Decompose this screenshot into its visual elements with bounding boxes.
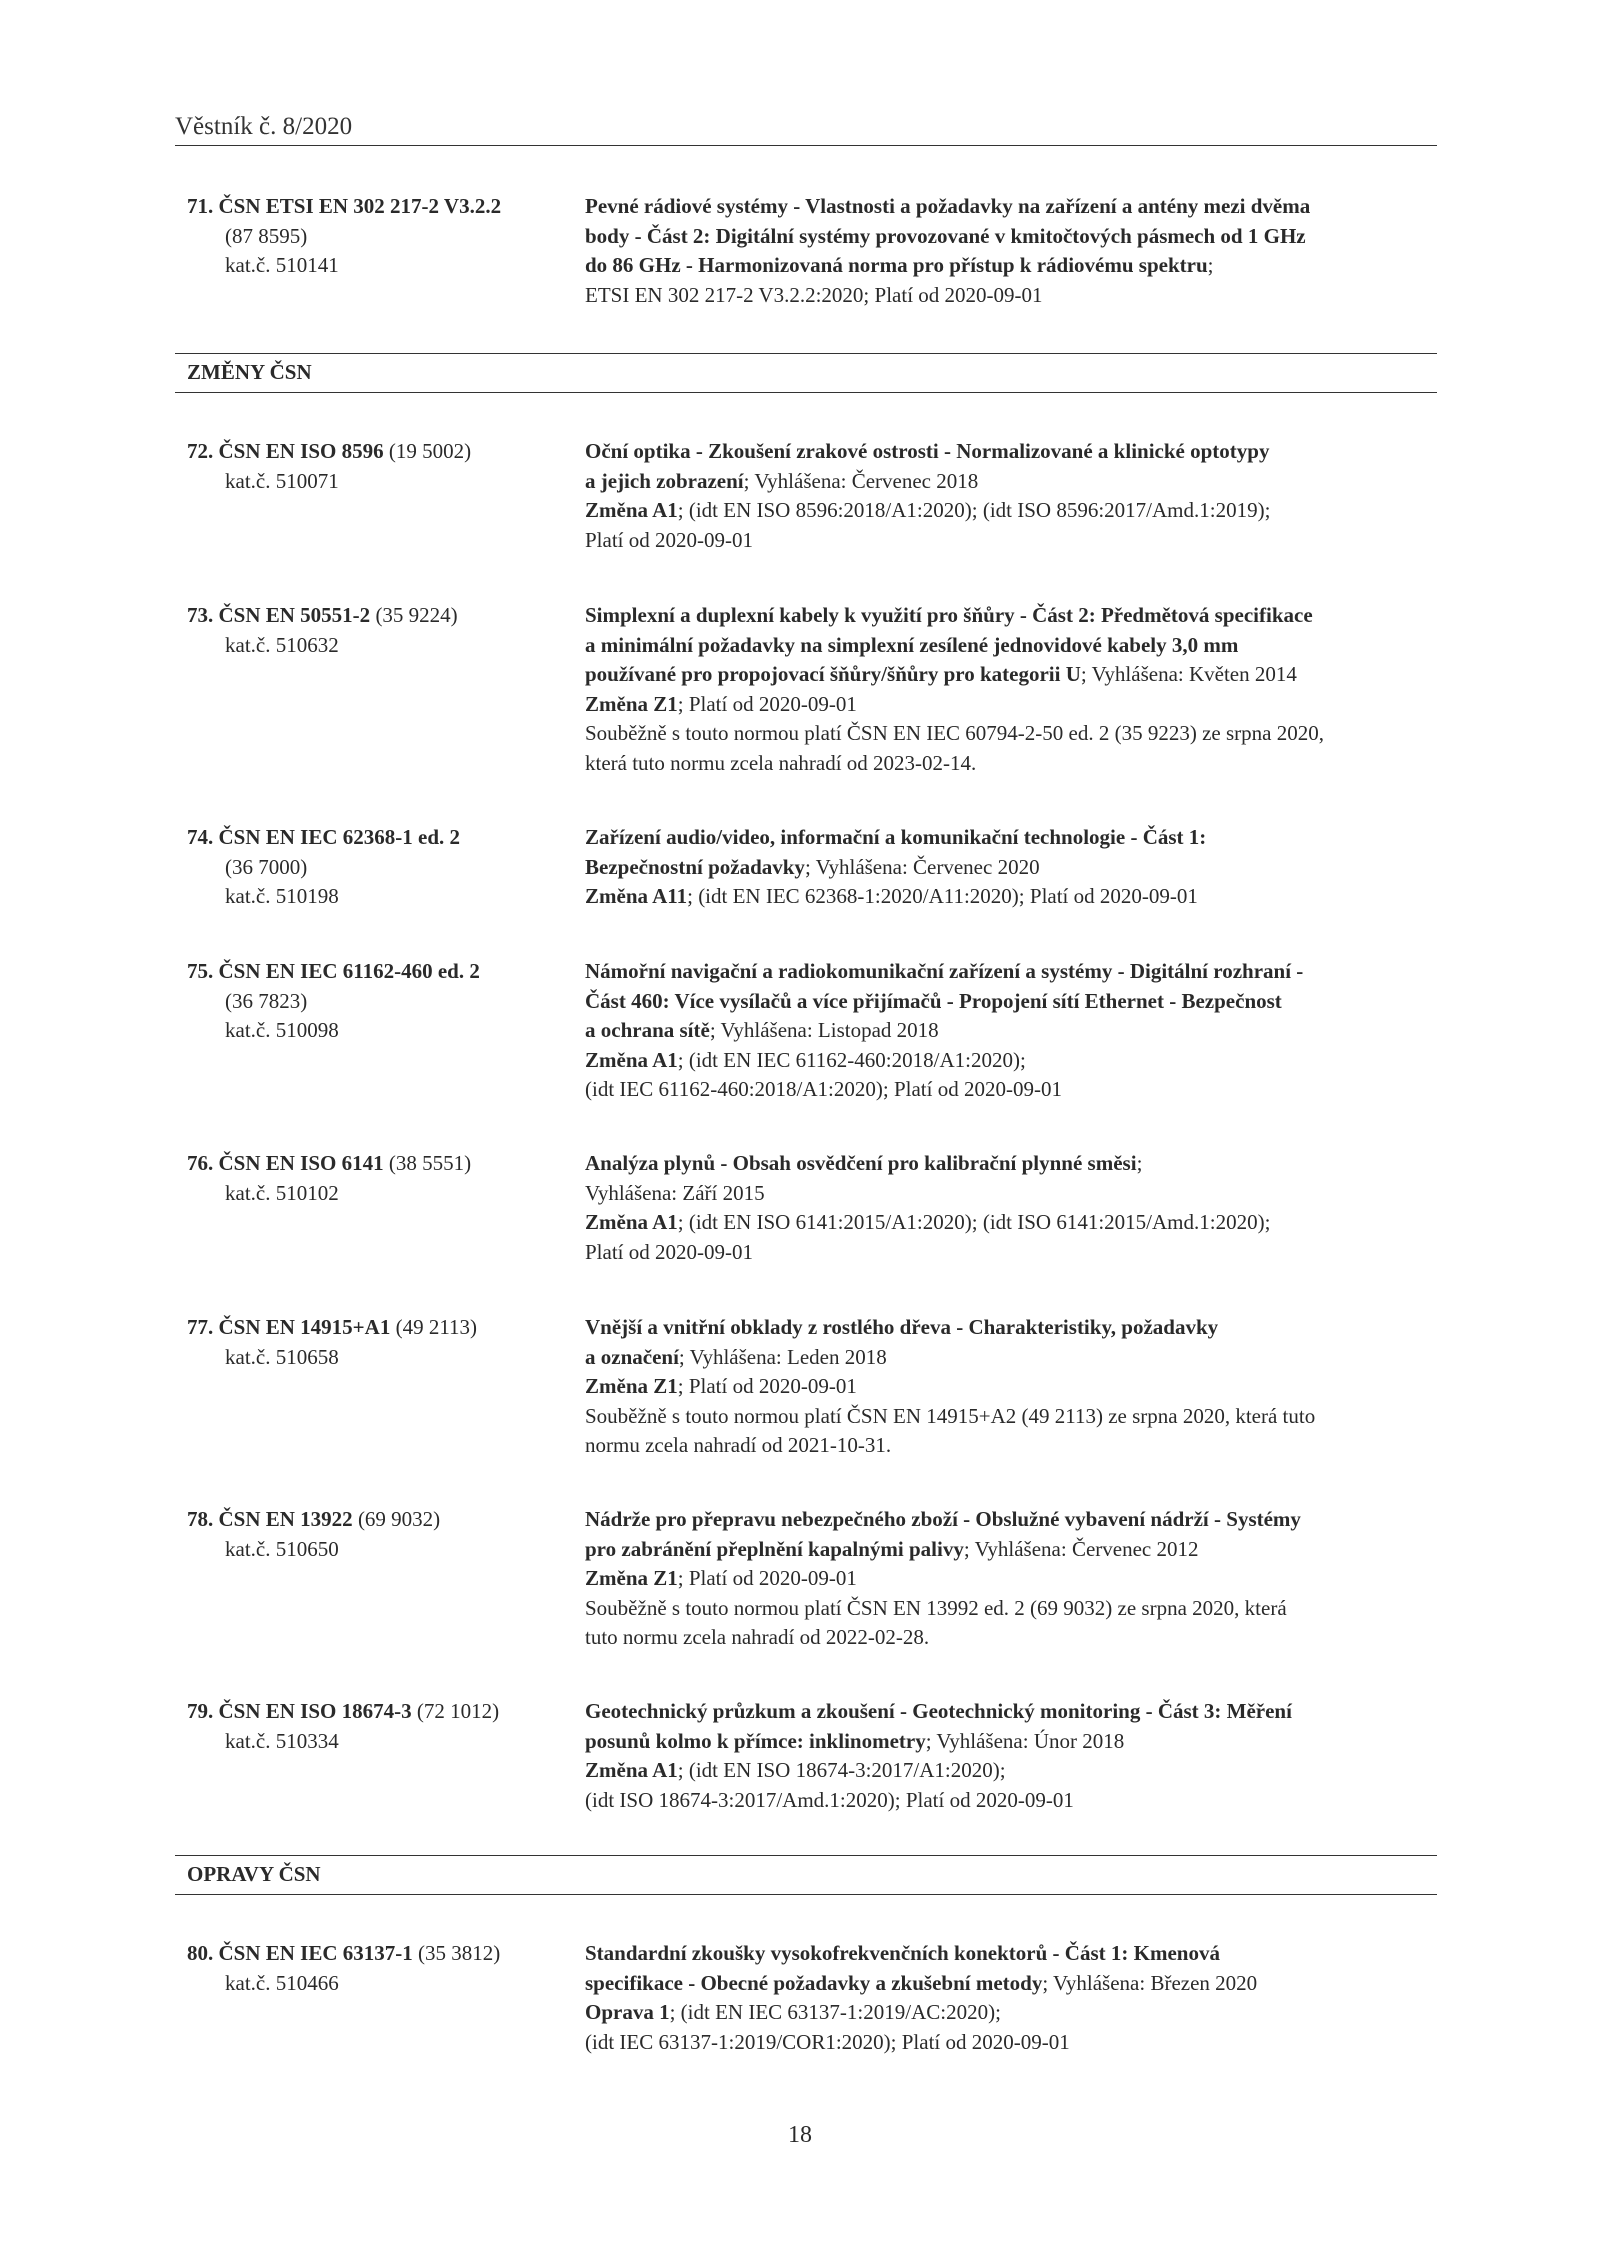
detail-line: která tuto normu zcela nahradí od 2023-02-14. <box>585 750 977 775</box>
catalog-number: kat.č. 510198 <box>225 884 339 908</box>
catalog-number: kat.č. 510658 <box>225 1344 339 1369</box>
catalog-number: kat.č. 510650 <box>225 1536 339 1561</box>
classification-number: (35 3812) <box>418 1941 501 1965</box>
detail-line: (idt ISO 18674-3:2017/Amd.1:2020); Platí od 2020-09-01 <box>585 1787 1074 1812</box>
entry-identifier <box>187 192 577 281</box>
classification-number: (38 5551) <box>388 1151 472 1175</box>
standard-code: ČSN EN IEC 61162-460 ed. 2 <box>218 959 480 983</box>
entry-description <box>585 823 1440 912</box>
entry-identifier <box>187 1939 577 1998</box>
standard-code: ČSN EN IEC 63137-1 <box>218 1941 413 1965</box>
title-line: Zařízení audio/video, informační a komunikační technologie - Část 1: <box>585 825 1207 849</box>
change-label: Změna A11 <box>585 884 688 908</box>
classification-number: (36 7823) <box>225 988 308 1013</box>
title-line: Pevné rádiové systémy - Vlastnosti a požadavky na zařízení a antény mezi dvěma <box>585 194 1311 218</box>
change-label: Změna A1 <box>585 1047 678 1072</box>
classification-number: (72 1012) <box>416 1699 500 1723</box>
entry-identifier <box>187 1505 577 1564</box>
detail-line: (idt IEC 61162-460:2018/A1:2020); Platí od 2020-09-01 <box>585 1077 1062 1101</box>
title-line: a ochrana sítě <box>585 1018 710 1042</box>
catalog-number: kat.č. 510102 <box>225 1180 339 1205</box>
catalog-number: kat.č. 510334 <box>225 1728 339 1753</box>
change-label: Změna A1 <box>585 1758 678 1782</box>
title-line: Námořní navigační a radiokomunikační zařízení a systémy - Digitální rozhraní - <box>585 959 1304 983</box>
title-line: Simplexní a duplexní kabely k využití pro šňůry - Část 2: Předmětová specifikace <box>585 603 1313 627</box>
catalog-number: kat.č. 510098 <box>225 1018 339 1042</box>
title-line: a označení <box>585 1344 679 1369</box>
announced-date: ; Vyhlášena: Listopad 2018 <box>709 1018 939 1042</box>
detail-line: ; (idt EN ISO 8596:2018/A1:2020); (idt ISO 8596:2017/Amd.1:2019); <box>677 498 1271 522</box>
title-line: Analýza plynů - Obsah osvědčení pro kalibrační plynné směsi <box>585 1151 1137 1175</box>
title-line: Nádrže pro přepravu nebezpečného zboží - Obslužné vybavení nádrží - Systémy <box>585 1507 1301 1531</box>
standard-code: ČSN EN 14915+A1 <box>218 1315 391 1339</box>
title-line: používané pro propojovací šňůry/šňůry pro kategorii U <box>585 662 1081 686</box>
entry-description <box>585 1697 1440 1815</box>
standard-code: ČSN EN ISO 6141 <box>218 1151 384 1175</box>
standard-code: ČSN EN 13922 <box>218 1507 353 1531</box>
change-label: Změna A1 <box>585 498 678 522</box>
page-number: 18 <box>788 2122 812 2148</box>
standard-code: ČSN ETSI EN 302 217-2 V3.2.2 <box>218 194 502 218</box>
change-label: Změna Z1 <box>585 1374 678 1398</box>
entry-number: 73. <box>187 603 214 627</box>
running-title: Věstník č. 8/2020 <box>175 113 353 140</box>
detail-line: ; (idt EN IEC 63137-1:2019/AC:2020); <box>669 2000 1001 2024</box>
title-line: Bezpečnostní požadavky <box>585 854 805 879</box>
entry-description <box>585 1505 1440 1653</box>
classification-number: (35 9224) <box>375 603 458 627</box>
standard-code: ČSN EN IEC 62368-1 ed. 2 <box>218 825 461 849</box>
entry-number: 71. <box>187 194 214 218</box>
catalog-number: kat.č. 510071 <box>225 468 339 493</box>
change-label: Změna Z1 <box>585 1566 678 1590</box>
detail-line: Souběžně s touto normou platí ČSN EN 14915+A2 (49 2113) ze srpna 2020, která tuto <box>585 1403 1316 1428</box>
detail-line: ; Platí od 2020-09-01 <box>677 691 857 716</box>
entry-identifier <box>187 1149 577 1208</box>
change-label: Změna Z1 <box>585 691 678 716</box>
classification-number: (49 2113) <box>395 1315 478 1339</box>
detail-line: ; (idt EN ISO 6141:2015/A1:2020); (idt ISO 6141:2015/Amd.1:2020); <box>677 1210 1271 1234</box>
title-line: Oční optika - Zkoušení zrakové ostrosti - Normalizované a klinické optotypy <box>585 439 1270 463</box>
entry-description <box>585 1313 1440 1461</box>
entry-number: 74. <box>187 825 214 849</box>
detail-line: tuto normu zcela nahradí od 2022-02-28. <box>585 1625 930 1649</box>
classification-number: (69 9032) <box>357 1507 441 1531</box>
change-label: Změna A1 <box>585 1210 678 1234</box>
detail-line: normu zcela nahradí od 2021-10-31. <box>585 1433 892 1457</box>
entry-description: Pevné rádiové systémy - Vlastnosti a požadavky na zařízení a antény mezi dvěma body - Část 2: Digitální systémy provozované v kmitočtových pásmech od 1 GHz do 86 GHz - Harmonizovaná norma pro přístup k rádiovému spektru; ETSI EN 302 217-2 V3.2.2:2020; Platí od 2020-09-01 <box>585 192 1440 310</box>
standard-code: ČSN EN 50551-2 <box>218 603 371 627</box>
detail-line: Souběžně s touto normou platí ČSN EN IEC 60794-2-50 ed. 2 (35 9223) ze srpna 2020, <box>585 721 1324 745</box>
entry-description <box>585 957 1440 1105</box>
entry-number: 76. <box>187 1151 214 1175</box>
classification-number: (19 5002) <box>388 439 472 463</box>
announced-date: ; Vyhlášena: Únor 2018 <box>925 1728 1125 1753</box>
entry-number: 80. <box>187 1941 214 1965</box>
detail-line: ; (idt EN ISO 18674-3:2017/A1:2020); <box>677 1758 1006 1782</box>
entry-identifier <box>187 823 577 912</box>
title-line: pro zabránění přeplnění kapalnými palivy <box>585 1536 964 1561</box>
title-line: a jejich zobrazení <box>585 468 744 493</box>
title-line: Část 460: Více vysílačů a více přijímačů - Propojení sítí Ethernet - Bezpečnost <box>585 988 1282 1013</box>
section-header-opravy <box>175 1855 1437 1895</box>
title-line: specifikace - Obecné požadavky a zkušební metody <box>585 1970 1043 1995</box>
change-label: Oprava 1 <box>585 2000 670 2024</box>
detail-line: ; Platí od 2020-09-01 <box>677 1374 857 1398</box>
announced-date: ; Vyhlášena: Červenec 2020 <box>804 854 1040 879</box>
entry-identifier <box>187 437 577 496</box>
announced-date: Vyhlášena: Září 2015 <box>585 1180 765 1205</box>
detail-line: Platí od 2020-09-01 <box>585 527 753 552</box>
entry-description: Analýza plynů - Obsah osvědčení pro kalibrační plynné směsi; Vyhlášena: Září 2015 Změna A1; (idt EN ISO 6141:2015/A1:2020); (idt ISO 6141:2015/Amd.1:2020); Platí od 2020-09-01 <box>585 1149 1440 1267</box>
announced-date: ; Vyhlášena: Leden 2018 <box>678 1344 887 1369</box>
standard-code: ČSN EN ISO 18674-3 <box>218 1699 412 1723</box>
title-line: posunů kolmo k přímce: inklinometry <box>585 1728 926 1753</box>
catalog-number: kat.č. 510632 <box>225 632 339 657</box>
title-line: do 86 GHz - Harmonizovaná norma pro přístup k rádiovému spektru <box>585 253 1208 277</box>
section-header-zmeny <box>175 353 1437 393</box>
title-line: Geotechnický průzkum a zkoušení - Geotechnický monitoring - Část 3: Měření <box>585 1699 1292 1723</box>
announced-date: ; Vyhlášena: Červenec 2018 <box>743 468 979 493</box>
entry-identifier <box>187 1313 577 1372</box>
entry-description <box>585 437 1440 555</box>
announced-date: ; Vyhlášena: Červenec 2012 <box>963 1536 1199 1561</box>
standard-code: ČSN EN ISO 8596 <box>218 439 384 463</box>
entry-number: 72. <box>187 439 214 463</box>
classification-number: (87 8595) <box>225 223 308 248</box>
detail-line: ETSI EN 302 217-2 V3.2.2:2020; Platí od 2020-09-01 <box>585 282 1043 307</box>
classification-number: (36 7000) <box>225 854 308 879</box>
title-line: body - Část 2: Digitální systémy provozované v kmitočtových pásmech od 1 GHz <box>585 223 1306 248</box>
title-line: Vnější a vnitřní obklady z rostlého dřeva - Charakteristiky, požadavky <box>585 1315 1219 1339</box>
detail-line: ; (idt EN IEC 61162-460:2018/A1:2020); <box>677 1047 1026 1072</box>
detail-line: Souběžně s touto normou platí ČSN EN 13992 ed. 2 (69 9032) ze srpna 2020, která <box>585 1595 1287 1620</box>
announced-date: ; Vyhlášena: Březen 2020 <box>1042 1970 1258 1995</box>
entry-identifier <box>187 601 577 660</box>
detail-line: ; (idt EN IEC 62368-1:2020/A11:2020); Platí od 2020-09-01 <box>687 884 1198 908</box>
entry-description <box>585 601 1440 778</box>
entry-number: 75. <box>187 959 214 983</box>
entry-description <box>585 1939 1440 2057</box>
entry-number: 79. <box>187 1699 214 1723</box>
detail-line: Platí od 2020-09-01 <box>585 1239 753 1264</box>
title-line: a minimální požadavky na simplexní zesílené jednovidové kabely 3,0 mm <box>585 632 1239 657</box>
entry-identifier <box>187 1697 577 1756</box>
detail-line: ; Platí od 2020-09-01 <box>677 1566 857 1590</box>
entry-identifier <box>187 957 577 1046</box>
detail-line: (idt IEC 63137-1:2019/COR1:2020); Platí od 2020-09-01 <box>585 2029 1070 2054</box>
catalog-number: kat.č. 510466 <box>225 1970 339 1995</box>
entry-number: 77. <box>187 1315 214 1339</box>
announced-date: ; Vyhlášena: Květen 2014 <box>1080 662 1297 686</box>
entry-number: 78. <box>187 1507 214 1531</box>
header-rule <box>175 145 1437 146</box>
section-title: ZMĚNY ČSN <box>187 360 312 384</box>
catalog-number: kat.č. 510141 <box>225 253 339 277</box>
title-line: Standardní zkoušky vysokofrekvenčních konektorů - Část 1: Kmenová <box>585 1941 1220 1965</box>
section-title: OPRAVY ČSN <box>187 1862 321 1886</box>
